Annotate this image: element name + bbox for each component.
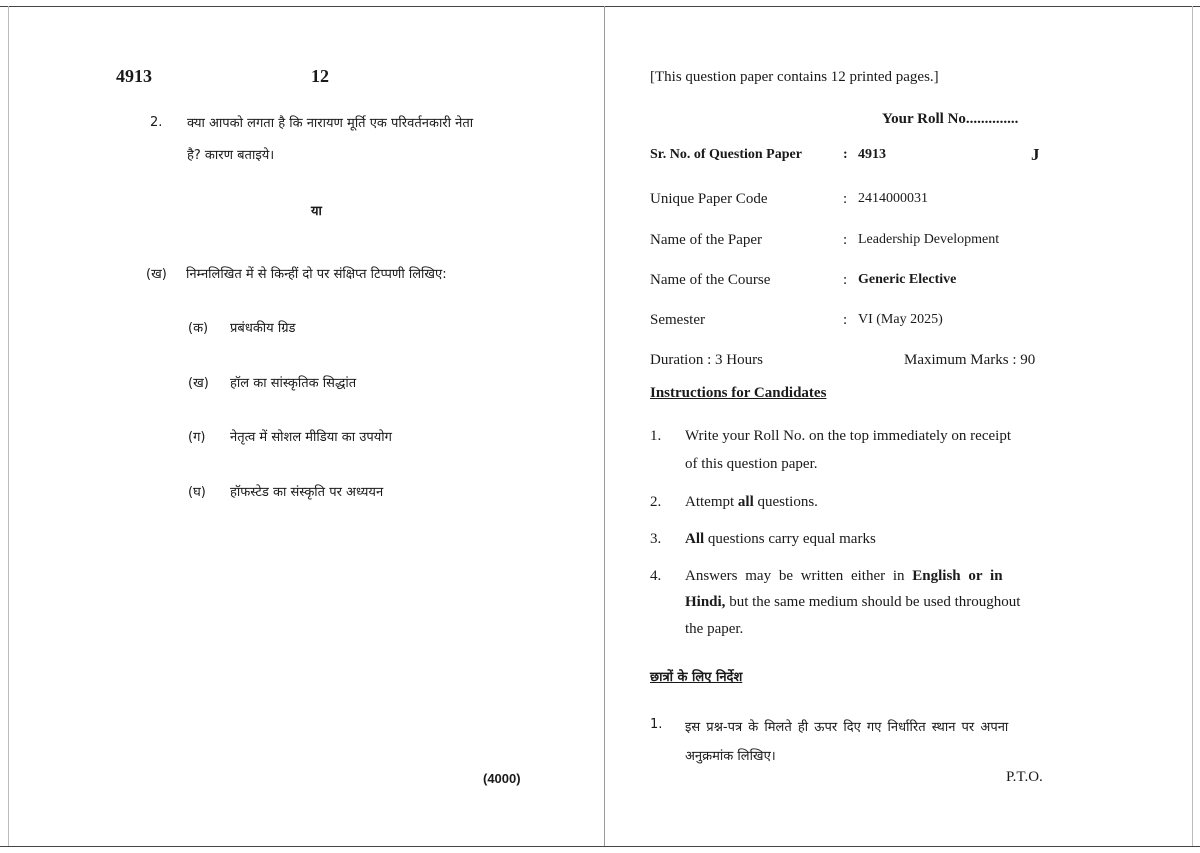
field-value: 4913	[858, 147, 886, 162]
instruction-text: Hindi, but the same medium should be used throughout	[685, 594, 1021, 610]
field-value: Leadership Development	[858, 232, 1000, 247]
instruction-text: Write your Roll No. on the top immediately on receipt	[685, 428, 1011, 444]
roll-no: Your Roll No..............	[882, 111, 1019, 127]
page-number: 12	[311, 66, 329, 86]
field-colon: :	[843, 272, 848, 288]
hindi-instruction-number: 1.	[650, 717, 663, 732]
instruction-text: the paper.	[685, 621, 744, 637]
part-b-text: निम्नलिखित में से किन्हीं दो पर संक्षिप्त टिप्पणी लिखिए:	[186, 267, 447, 282]
instruction-number: 1.	[650, 428, 662, 444]
question-text-line1: क्या आपको लगता है कि नारायण मूर्ति एक परिवर्तनकारी नेता	[187, 116, 474, 131]
paper-code: 4913	[116, 66, 152, 86]
instruction-number: 4.	[650, 568, 662, 584]
paper-set-letter: J	[1031, 145, 1040, 164]
hindi-instructions-heading: छात्रों के लिए निर्देश	[650, 670, 743, 685]
field-label: Semester	[650, 312, 705, 328]
center-fold-rule	[604, 6, 605, 846]
header-note: [This question paper contains 12 printed pages.]	[650, 69, 939, 85]
question-number: 2.	[150, 115, 163, 130]
bottom-border-rule	[0, 846, 1200, 847]
copies-count: (4000)	[483, 771, 521, 786]
max-marks: Maximum Marks : 90	[904, 352, 1036, 368]
field-label: Name of the Course	[650, 272, 771, 288]
or-word: या	[311, 204, 322, 219]
option-label: (ग)	[188, 430, 206, 445]
part-b-label: (ख)	[146, 267, 167, 282]
option-label: (क)	[188, 321, 209, 336]
option-text: प्रबंधकीय ग्रिड	[230, 321, 296, 336]
instruction-number: 3.	[650, 531, 662, 547]
pto: P.T.O.	[1006, 769, 1043, 785]
instruction-text: Attempt all questions.	[685, 494, 818, 510]
field-value: VI (May 2025)	[858, 312, 943, 327]
option-label: (ख)	[188, 376, 209, 391]
option-label: (घ)	[188, 485, 206, 500]
left-edge-rule	[8, 6, 9, 846]
option-text: हॉफस्टेड का संस्कृति पर अध्ययन	[230, 485, 384, 500]
instruction-number: 2.	[650, 494, 662, 510]
hindi-instruction-text: अनुक्रमांक लिखिए।	[685, 749, 776, 764]
top-border-rule	[0, 6, 1200, 7]
field-colon: :	[843, 191, 848, 207]
field-label: Sr. No. of Question Paper	[650, 147, 802, 162]
instructions-heading: Instructions for Candidates	[650, 385, 827, 401]
field-label: Name of the Paper	[650, 232, 763, 248]
option-text: हॉल का सांस्कृतिक सिद्धांत	[230, 376, 357, 391]
field-label: Unique Paper Code	[650, 191, 768, 207]
field-colon: :	[843, 232, 848, 248]
instruction-text: of this question paper.	[685, 456, 818, 472]
field-value: 2414000031	[858, 191, 928, 206]
instruction-text: Answers may be written either in English or in	[685, 568, 1003, 584]
duration: Duration : 3 Hours	[650, 352, 763, 368]
option-text: नेतृत्व में सोशल मीडिया का उपयोग	[230, 430, 392, 445]
right-edge-rule	[1192, 6, 1193, 846]
field-colon: :	[843, 312, 848, 328]
instruction-text: All questions carry equal marks	[685, 531, 876, 547]
field-colon: :	[843, 147, 848, 162]
question-text-line2: है? कारण बताइये।	[187, 148, 275, 163]
hindi-instruction-text: इस प्रश्न-पत्र के मिलते ही ऊपर दिए गए निर्धारित स्थान पर अपना	[685, 720, 1009, 735]
field-value: Generic Elective	[858, 272, 957, 287]
